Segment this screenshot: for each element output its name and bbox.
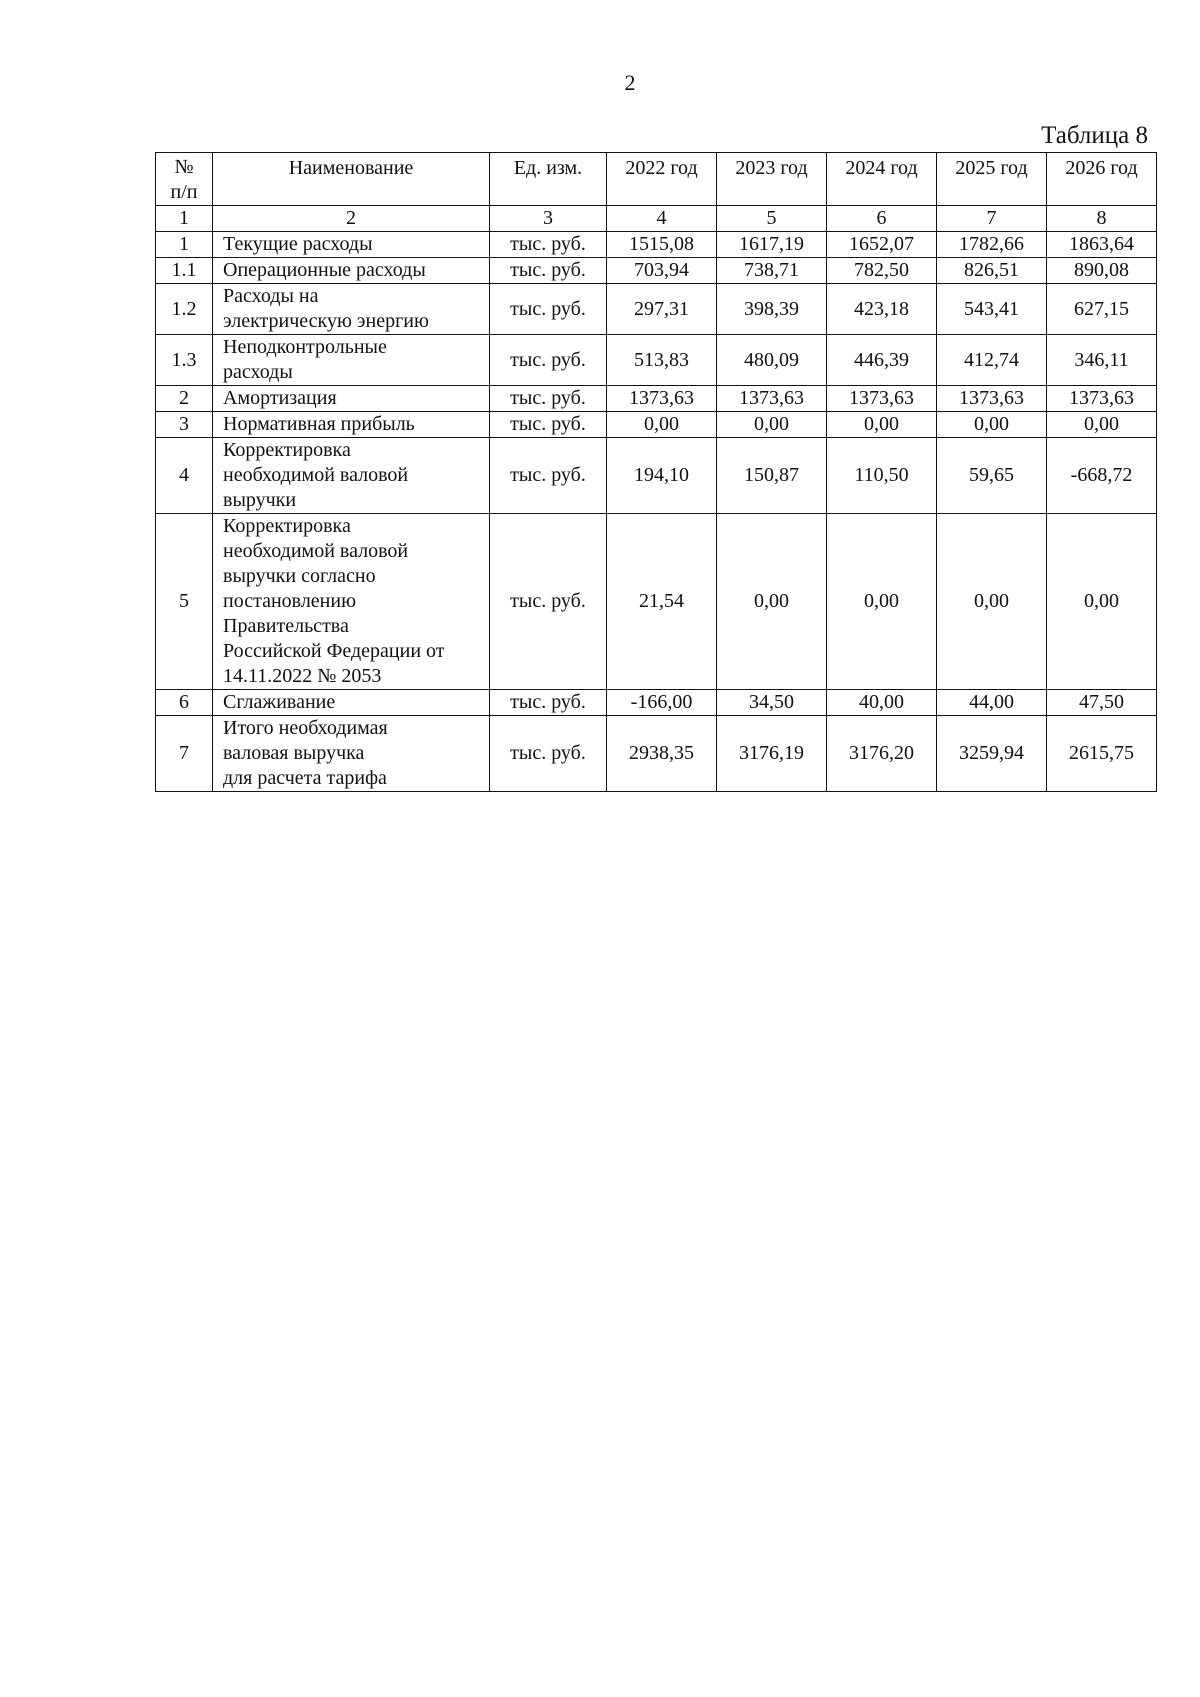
row-value: 34,50 [717,690,827,716]
row-name-line: Расходы на [223,285,319,307]
row-value: 826,51 [937,258,1047,284]
row-value: 1373,63 [717,386,827,412]
column-number: 2 [213,206,490,232]
row-name-line: 14.11.2022 № 2053 [223,665,382,687]
row-name-line: Корректировка [223,515,351,537]
row-name-line: Текущие расходы [223,233,373,255]
row-value: 543,41 [937,284,1047,335]
row-value: 0,00 [937,514,1047,690]
header-2024: 2024 год [827,153,937,206]
row-value: 1373,63 [1047,386,1157,412]
row-unit: тыс. руб. [490,258,607,284]
table-row [156,716,1157,792]
row-number: 6 [156,690,213,716]
row-name [213,386,490,412]
row-name-line: для расчета тарифа [223,767,387,789]
row-unit: тыс. руб. [490,514,607,690]
row-value: 150,87 [717,438,827,514]
row-name-line: Сглаживание [223,691,336,713]
table-row [156,335,1157,386]
row-number: 7 [156,716,213,792]
row-value: 0,00 [607,412,717,438]
table-body [156,153,1157,792]
row-name [213,284,490,335]
row-value: 1863,64 [1047,232,1157,258]
row-unit: тыс. руб. [490,284,607,335]
column-number: 5 [717,206,827,232]
table-caption: Таблица 8 [1041,122,1148,149]
row-name-line: расходы [223,361,293,383]
table-row [156,438,1157,514]
row-value: 1617,19 [717,232,827,258]
row-name-line: необходимой валовой [223,464,409,486]
row-unit: тыс. руб. [490,690,607,716]
row-value: 1515,08 [607,232,717,258]
row-value: 1373,63 [607,386,717,412]
header-row [156,153,1157,206]
row-value: 703,94 [607,258,717,284]
row-value: -668,72 [1047,438,1157,514]
row-value: 21,54 [607,514,717,690]
row-value: 0,00 [1047,514,1157,690]
row-name-line: Нормативная прибыль [223,413,415,435]
row-value: 890,08 [1047,258,1157,284]
row-value: 446,39 [827,335,937,386]
row-value: 0,00 [827,412,937,438]
row-value: 1373,63 [937,386,1047,412]
table-row [156,690,1157,716]
column-number-row [156,206,1157,232]
row-value: 412,74 [937,335,1047,386]
column-number: 6 [827,206,937,232]
row-name-line: Неподконтрольные [223,336,387,358]
header-2026: 2026 год [1047,153,1157,206]
column-number: 3 [490,206,607,232]
header-2023: 2023 год [717,153,827,206]
row-value: 0,00 [827,514,937,690]
row-value: 1373,63 [827,386,937,412]
row-name [213,690,490,716]
row-number: 5 [156,514,213,690]
row-name-line: Правительства [223,615,349,637]
row-value: 297,31 [607,284,717,335]
row-unit: тыс. руб. [490,438,607,514]
table-row [156,412,1157,438]
row-value: 2615,75 [1047,716,1157,792]
row-value: 194,10 [607,438,717,514]
row-name [213,258,490,284]
column-number: 1 [156,206,213,232]
row-value: 0,00 [937,412,1047,438]
row-value: 3176,19 [717,716,827,792]
row-name-line: Итого необходимая [223,717,388,739]
row-value: 480,09 [717,335,827,386]
row-value: 1782,66 [937,232,1047,258]
row-value: 3259,94 [937,716,1047,792]
row-value: 59,65 [937,438,1047,514]
row-value: 110,50 [827,438,937,514]
row-number: 1.2 [156,284,213,335]
header-unit: Ед. изм. [490,153,607,206]
table-row [156,232,1157,258]
row-name-line: электрическую энергию [223,310,429,332]
row-value: -166,00 [607,690,717,716]
header-2022: 2022 год [607,153,717,206]
row-unit: тыс. руб. [490,716,607,792]
data-table [155,152,1157,792]
row-value: 3176,20 [827,716,937,792]
row-name [213,412,490,438]
table-row [156,258,1157,284]
row-number: 4 [156,438,213,514]
header-name: Наименование [213,153,490,206]
row-name-line: выручки согласно [223,565,376,587]
row-unit: тыс. руб. [490,335,607,386]
header-num-line2: п/п [170,181,198,203]
row-name-line: выручки [223,489,297,511]
row-value: 423,18 [827,284,937,335]
row-unit: тыс. руб. [490,386,607,412]
row-name [213,335,490,386]
row-name-line: Операционные расходы [223,259,426,281]
header-num-line1: № [174,156,194,178]
row-name [213,716,490,792]
row-value: 782,50 [827,258,937,284]
column-number: 4 [607,206,717,232]
row-value: 47,50 [1047,690,1157,716]
row-value: 346,11 [1047,335,1157,386]
row-number: 2 [156,386,213,412]
row-value: 0,00 [1047,412,1157,438]
header-2025: 2025 год [937,153,1047,206]
row-name-line: Корректировка [223,439,351,461]
row-name [213,232,490,258]
row-name-line: Российской Федерации от [223,640,445,662]
row-value: 2938,35 [607,716,717,792]
row-number: 1.3 [156,335,213,386]
row-number: 1.1 [156,258,213,284]
header-num [156,153,213,206]
column-number: 8 [1047,206,1157,232]
row-value: 0,00 [717,514,827,690]
row-unit: тыс. руб. [490,412,607,438]
row-value: 0,00 [717,412,827,438]
table-row [156,514,1157,690]
row-value: 398,39 [717,284,827,335]
row-number: 1 [156,232,213,258]
row-value: 627,15 [1047,284,1157,335]
row-name-line: валовая выручка [223,742,365,764]
row-name-line: необходимой валовой [223,540,409,562]
page-number: 2 [624,70,636,95]
row-value: 513,83 [607,335,717,386]
row-name-line: Амортизация [223,387,337,409]
row-value: 738,71 [717,258,827,284]
row-value: 40,00 [827,690,937,716]
row-unit: тыс. руб. [490,232,607,258]
row-number: 3 [156,412,213,438]
table-row [156,386,1157,412]
row-name-line: постановлению [223,590,357,612]
column-number: 7 [937,206,1047,232]
row-name [213,514,490,690]
row-name [213,438,490,514]
row-value: 44,00 [937,690,1047,716]
row-value: 1652,07 [827,232,937,258]
table-row [156,284,1157,335]
